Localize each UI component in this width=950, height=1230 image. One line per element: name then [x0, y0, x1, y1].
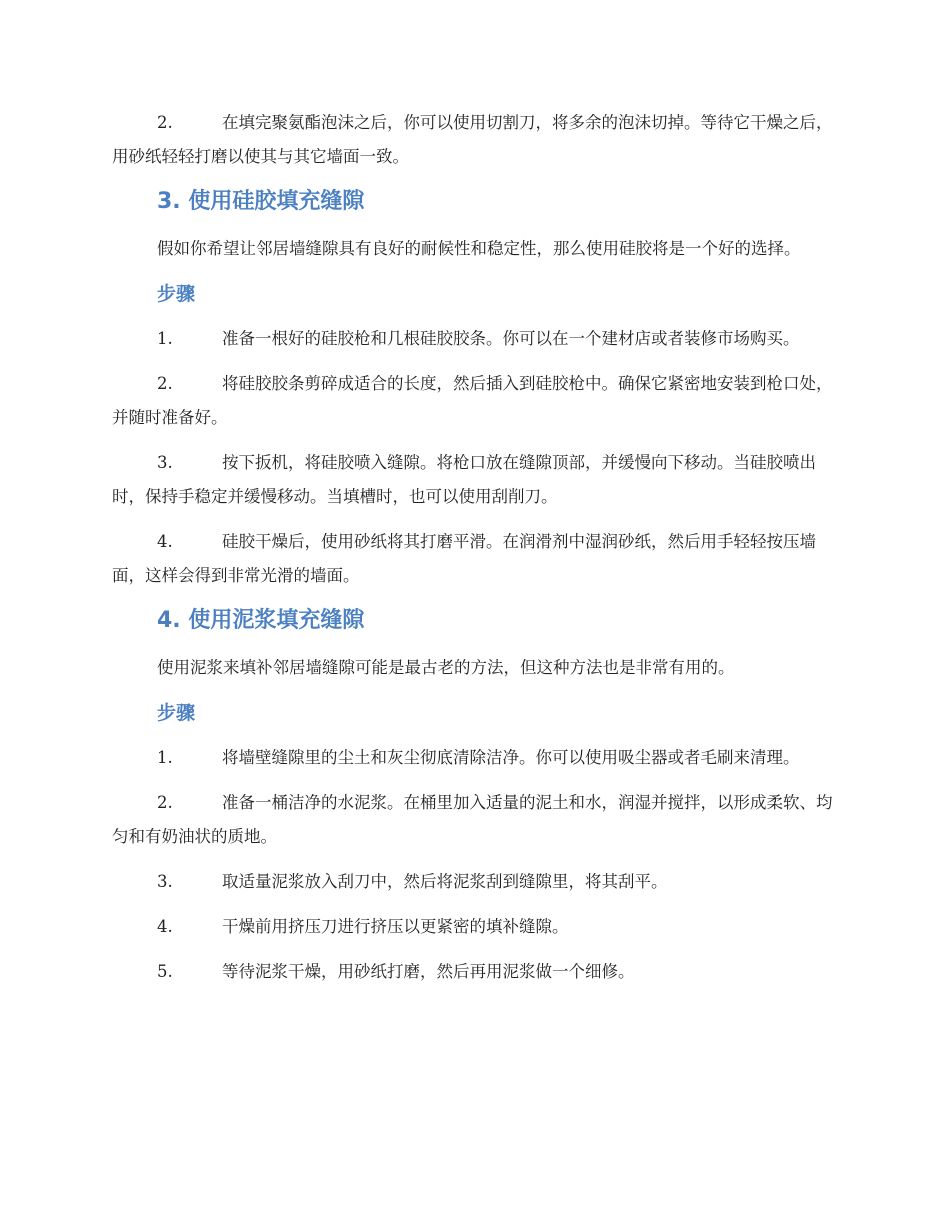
list-item [112, 865, 838, 899]
list-item-number: 4. [157, 917, 173, 936]
list-item-number: 3. [157, 872, 173, 891]
list-item-text: 将硅胶胶条剪碎成适合的长度，然后插入到硅胶枪中。确保它紧密地安装到枪口处，并随时准备好。 [112, 374, 833, 427]
list-item [112, 741, 838, 775]
list-item-text: 等待泥浆干燥，用砂纸打磨，然后再用泥浆做一个细修。 [222, 962, 635, 981]
list-item-text: 取适量泥浆放入刮刀中，然后将泥浆刮到缝隙里，将其刮平。 [222, 872, 668, 891]
document-body [112, 106, 838, 1000]
list-item [112, 955, 838, 989]
list-item-number: 5. [157, 962, 173, 981]
section-heading-mortar: 4. 使用泥浆填充缝隙 [157, 608, 365, 633]
list-item-text: 将墙壁缝隙里的尘土和灰尘彻底清除洁净。你可以使用吸尘器或者毛刷来清理。 [222, 748, 800, 767]
list-item-number: 4. [157, 532, 173, 551]
list-item [112, 446, 838, 514]
list-item-text: 在填完聚氨酯泡沫之后，你可以使用切割刀，将多余的泡沫切掉。等待它干燥之后，用砂纸轻轻打磨以使其与其它墙面一致。 [112, 113, 833, 166]
section-heading-silicone: 3. 使用硅胶填充缝隙 [157, 189, 365, 214]
list-item-text: 干燥前用挤压刀进行挤压以更紧密的填补缝隙。 [222, 917, 569, 936]
list-item [112, 367, 838, 435]
list-item-number: 2. [157, 374, 173, 393]
list-item-number: 2. [157, 113, 173, 132]
list-item [112, 525, 838, 593]
list-item-number: 1. [157, 748, 173, 767]
section-intro-silicone: 假如你希望让邻居墙缝隙具有良好的耐候性和稳定性，那么使用硅胶将是一个好的选择。 [157, 239, 801, 258]
list-item [112, 910, 838, 944]
list-item-text: 按下扳机，将硅胶喷入缝隙。将枪口放在缝隙顶部，并缓慢向下移动。当硅胶喷出时，保持手稳定并缓慢移动。当填槽时，也可以使用刮削刀。 [112, 453, 816, 506]
list-item-text: 准备一桶洁净的水泥浆。在桶里加入适量的泥土和水，润湿并搅拌，以形成柔软、均匀和有奶油状的质地。 [112, 793, 833, 846]
steps-heading-silicone: 步骤 [157, 283, 196, 305]
section-intro-mortar: 使用泥浆来填补邻居墙缝隙可能是最古老的方法，但这种方法也是非常有用的。 [157, 658, 735, 677]
list-item-number: 3. [157, 453, 173, 472]
list-item [112, 106, 838, 174]
steps-heading-mortar: 步骤 [157, 702, 196, 724]
list-item [112, 322, 838, 356]
list-item-text: 准备一根好的硅胶枪和几根硅胶胶条。你可以在一个建材店或者装修市场购买。 [222, 329, 800, 348]
list-item [112, 786, 838, 854]
list-item-number: 1. [157, 329, 173, 348]
list-item-number: 2. [157, 793, 173, 812]
list-item-text: 硅胶干燥后，使用砂纸将其打磨平滑。在润滑剂中湿润砂纸，然后用手轻轻按压墙面，这样会得到非常光滑的墙面。 [112, 532, 816, 585]
